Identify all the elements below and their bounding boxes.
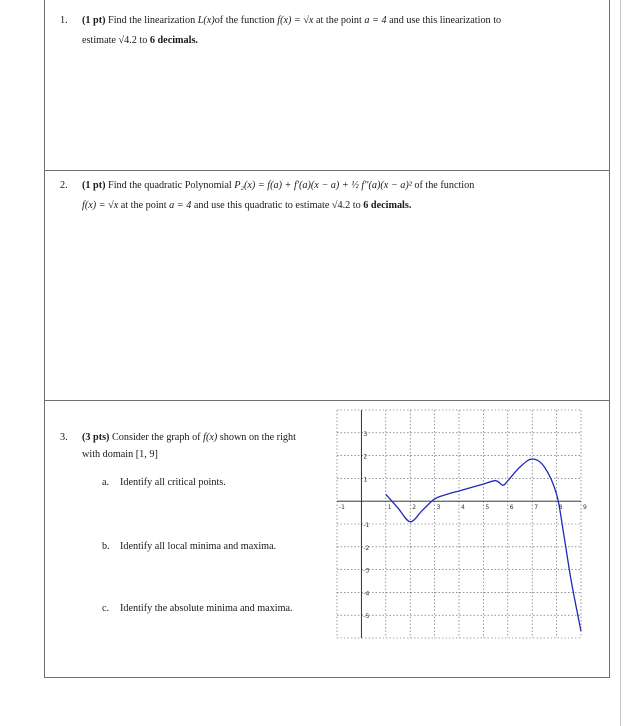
question-1-line-2 <box>82 34 198 47</box>
question-number: 1. <box>60 15 68 26</box>
q2-decimals: 6 decimals. <box>363 200 412 211</box>
question-2-line-2 <box>82 199 411 212</box>
y-tick-label: -3 <box>363 567 370 575</box>
y-tick-label: -4 <box>363 590 370 598</box>
q3-parts-2-label: c. <box>102 603 110 614</box>
x-tick-label: 5 <box>485 504 490 512</box>
x-tick-label: 3 <box>436 504 441 512</box>
q1-line2-a: estimate <box>82 35 116 46</box>
q2-text-b: of the function <box>414 180 475 191</box>
q2-line2-a: at the point <box>120 200 167 211</box>
q1-text-b: of the function <box>214 15 275 26</box>
q1-decimals: 6 decimals. <box>149 35 198 46</box>
q2-text-a: Find the quadratic Polynomial <box>108 180 232 191</box>
question-number: 2. <box>60 180 68 191</box>
question-3-line-2 <box>82 448 158 461</box>
q1-text-d: and use this linearization to <box>389 15 502 26</box>
points: (3 pts) <box>82 432 110 443</box>
tick-labels <box>339 431 587 620</box>
y-tick-label: -1 <box>363 522 370 529</box>
q1-line2-b: to <box>139 35 148 46</box>
q3-fx: f(x) <box>203 432 218 443</box>
function-graph <box>337 410 587 638</box>
q3-parts-2-text: Identify the absolute minima and maxima. <box>120 603 293 614</box>
question-number: 3. <box>60 432 68 443</box>
part-c <box>102 602 293 615</box>
q2-point: a = 4 <box>169 200 192 211</box>
x-tick-label: 9 <box>583 504 587 512</box>
q1-point: a = 4 <box>364 15 387 26</box>
y-tick-label: 3 <box>363 430 368 438</box>
q1-estimate: √4.2 <box>118 35 137 46</box>
q1-text-c: at the point <box>316 15 362 26</box>
q2-line2-b: and use this quadratic to estimate <box>193 200 330 211</box>
y-tick-label: -2 <box>363 544 370 552</box>
x-tick-label: 4 <box>461 504 465 512</box>
q1-text-a: Find the linearization <box>108 15 196 26</box>
part-a <box>102 476 226 489</box>
question-2-line-1 <box>60 179 474 192</box>
question-3-line-1 <box>60 431 296 444</box>
x-tick-label: -1 <box>339 504 345 512</box>
q2-estimate: √4.2 <box>331 200 351 211</box>
x-tick-label: 6 <box>509 504 514 512</box>
q3-parts-1-label: b. <box>102 541 110 552</box>
q1-lx: L(x) <box>197 15 215 26</box>
grid <box>337 410 581 638</box>
y-tick-label: 1 <box>363 476 368 484</box>
x-tick-label: 8 <box>558 504 563 512</box>
question-1-line-1 <box>60 14 501 27</box>
part-b <box>102 540 276 553</box>
points: (1 pt) <box>82 180 106 191</box>
y-tick-label: 2 <box>363 453 368 461</box>
q2-line2-c: to <box>352 200 361 211</box>
q3-parts-0-label: a. <box>102 477 110 488</box>
x-tick-label: 2 <box>412 504 417 512</box>
q3-text-b: shown on the right <box>219 432 296 443</box>
x-tick-label: 7 <box>534 504 539 512</box>
y-tick-label: -5 <box>363 613 370 621</box>
q3-domain: [1, 9] <box>135 449 158 460</box>
q2-fx: f(x) = √x <box>82 200 119 211</box>
points: (1 pt) <box>82 15 106 26</box>
q3-parts-1-text: Identify all local minima and maxima. <box>120 541 277 552</box>
q1-fx: f(x) = √x <box>277 15 314 26</box>
q3-line2: with domain <box>82 449 134 460</box>
q3-parts-0-text: Identify all critical points. <box>120 477 226 488</box>
x-tick-label: 1 <box>387 504 392 512</box>
q2-poly: P₂(x) = f(a) + f′(a)(x − a) + ½ f″(a)(x − a)² <box>234 180 412 191</box>
q3-text-a: Consider the graph of <box>112 432 201 443</box>
